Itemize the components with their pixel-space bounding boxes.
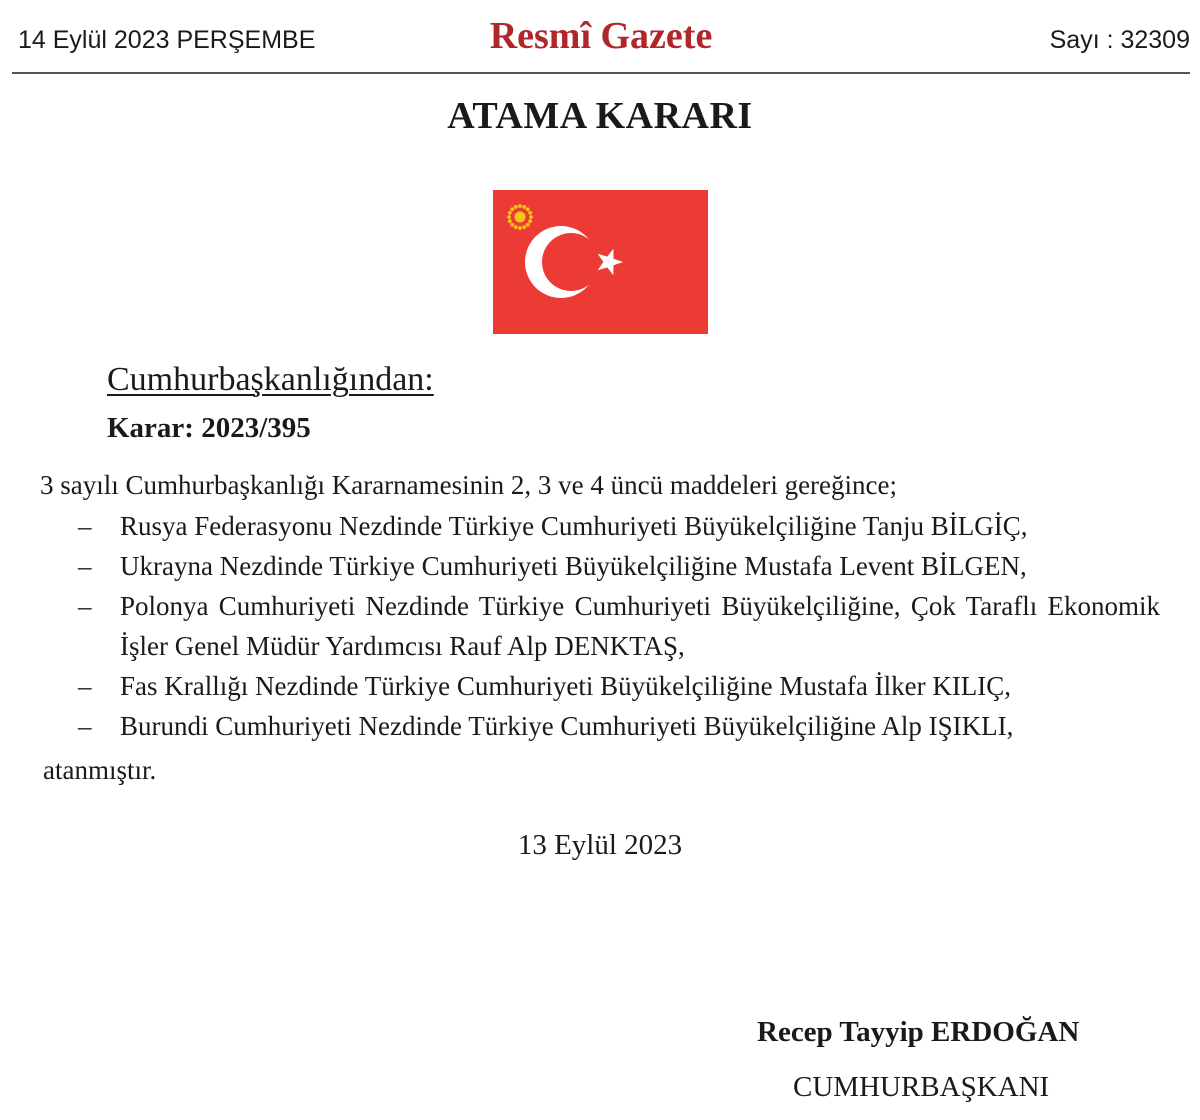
decision-number: Karar: 2023/395: [107, 412, 311, 444]
appointment-text: Burundi Cumhuriyeti Nezdinde Türkiye Cumhuriyeti Büyükelçiliğine Alp IŞIKLI,: [120, 711, 1014, 741]
list-dash: –: [78, 511, 92, 541]
list-dash: –: [78, 711, 92, 741]
appointment-text: Rusya Federasyonu Nezdinde Türkiye Cumhuriyeti Büyükelçiliğine Tanju BİLGİÇ,: [120, 511, 1028, 541]
decree-closing: atanmıştır.: [43, 755, 157, 785]
decree-date: 13 Eylül 2023: [517, 829, 683, 861]
appointment-text: Fas Krallığı Nezdinde Türkiye Cumhuriyeti Büyükelçiliğine Mustafa İlker KILIÇ,: [120, 671, 1012, 701]
gazette-header: [12, 0, 1190, 74]
appointment-item: [0, 666, 1160, 706]
signatory-title: CUMHURBAŞKANI: [793, 1071, 1050, 1103]
issue-number: Sayı : 32309: [1049, 26, 1190, 54]
appointment-item: [0, 546, 1160, 586]
appointment-text: Ukrayna Nezdinde Türkiye Cumhuriyeti Büyükelçiliğine Mustafa Levent BİLGEN,: [120, 551, 1027, 581]
appointment-item: [0, 506, 1160, 546]
appointment-item: [0, 706, 1160, 746]
appointment-item: [0, 586, 1160, 666]
list-dash: –: [78, 591, 92, 621]
list-dash: –: [78, 671, 92, 701]
decree-intro: 3 sayılı Cumhurbaşkanlığı Kararnamesinin 2, 3 ve 4 üncü maddeleri gereğince;: [40, 470, 897, 500]
issuing-authority: Cumhurbaşkanlığından:: [107, 361, 434, 398]
gazette-title: Resmî Gazete: [489, 15, 713, 57]
document-title: ATAMA KARARI: [447, 95, 753, 137]
turkish-flag-icon: [493, 190, 708, 334]
list-dash: –: [78, 551, 92, 581]
issue-date: 14 Eylül 2023 PERŞEMBE: [18, 26, 316, 54]
signatory-name: Recep Tayyip ERDOĞAN: [757, 1016, 1080, 1048]
appointment-list: [0, 506, 1200, 746]
appointment-text: Polonya Cumhuriyeti Nezdinde Türkiye Cumhuriyeti Büyükelçiliğine, Çok Taraflı Ekonomik İşler Genel Müdür Yardımcısı Rauf Alp DENKTAŞ,: [120, 591, 1160, 661]
